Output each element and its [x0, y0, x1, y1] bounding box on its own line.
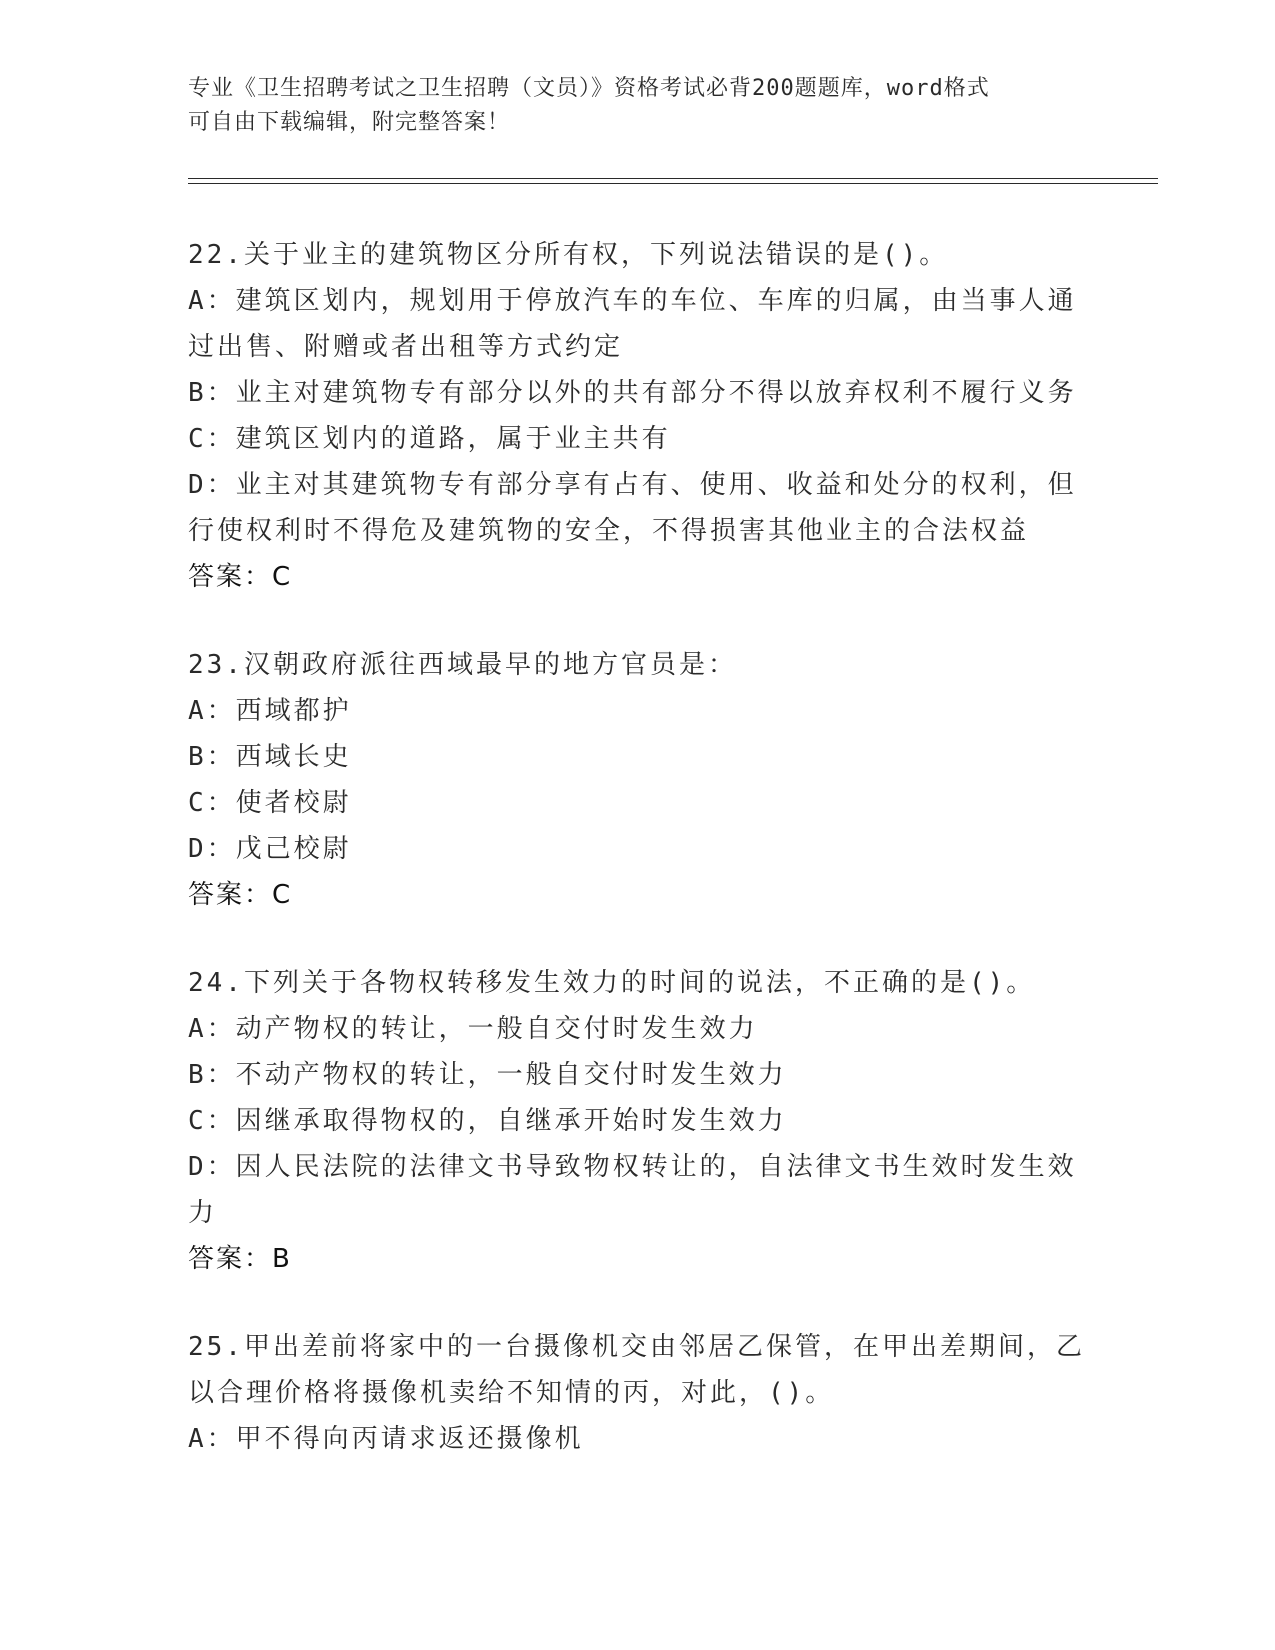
question-stem: 25.甲出差前将家中的一台摄像机交由邻居乙保管，在甲出差期间，乙 [188, 1332, 1085, 1362]
option-c: C：使者校尉 [188, 788, 352, 818]
question-list [188, 232, 1088, 1462]
question-24 [188, 960, 1088, 1282]
header-divider-top [188, 178, 1158, 179]
option-b: B：业主对建筑物专有部分以外的共有部分不得以放弃权利不履行义务 [188, 378, 1077, 408]
option-d-continued: 行使权利时不得危及建筑物的安全，不得损害其他业主的合法权益 [188, 516, 1030, 546]
option-d: D：业主对其建筑物专有部分享有占有、使用、收益和处分的权利，但 [188, 470, 1077, 500]
option-d: D：因人民法院的法律文书导致物权转让的，自法律文书生效时发生效 [188, 1152, 1077, 1182]
answer: 答案：C [188, 562, 293, 592]
question-25 [188, 1324, 1088, 1462]
header-divider-bottom [188, 183, 1158, 184]
header-line-2: 可自由下载编辑，附完整答案！ [188, 110, 511, 135]
question-stem: 23.汉朝政府派往西域最早的地方官员是： [188, 650, 737, 680]
answer: 答案：B [188, 1244, 292, 1274]
answer: 答案：C [188, 880, 293, 910]
option-d-continued: 力 [188, 1198, 218, 1228]
option-a: A：甲不得向丙请求返还摄像机 [188, 1424, 584, 1454]
option-b: B：西域长史 [188, 742, 352, 772]
option-c: C：建筑区划内的道路，属于业主共有 [188, 424, 671, 454]
header-line-1: 专业《卫生招聘考试之卫生招聘（文员）》资格考试必背200题题库，word格式 [188, 76, 990, 101]
question-stem-continued: 以合理价格将摄像机卖给不知情的丙，对此，()。 [188, 1378, 835, 1408]
document-header [188, 72, 1068, 140]
option-a: A：建筑区划内，规划用于停放汽车的车位、车库的归属，由当事人通 [188, 286, 1077, 316]
question-22 [188, 232, 1088, 600]
option-a-continued: 过出售、附赠或者出租等方式约定 [188, 332, 624, 362]
question-stem: 22.关于业主的建筑物区分所有权，下列说法错误的是()。 [188, 240, 949, 270]
question-spacer [188, 1282, 1088, 1324]
option-d: D：戊己校尉 [188, 834, 352, 864]
question-spacer [188, 918, 1088, 960]
option-b: B：不动产物权的转让，一般自交付时发生效力 [188, 1060, 787, 1090]
option-a: A：西域都护 [188, 696, 352, 726]
option-a: A：动产物权的转让，一般自交付时发生效力 [188, 1014, 758, 1044]
option-c: C：因继承取得物权的，自继承开始时发生效力 [188, 1106, 787, 1136]
question-23 [188, 642, 1088, 918]
question-stem: 24.下列关于各物权转移发生效力的时间的说法，不正确的是()。 [188, 968, 1036, 998]
question-spacer [188, 600, 1088, 642]
